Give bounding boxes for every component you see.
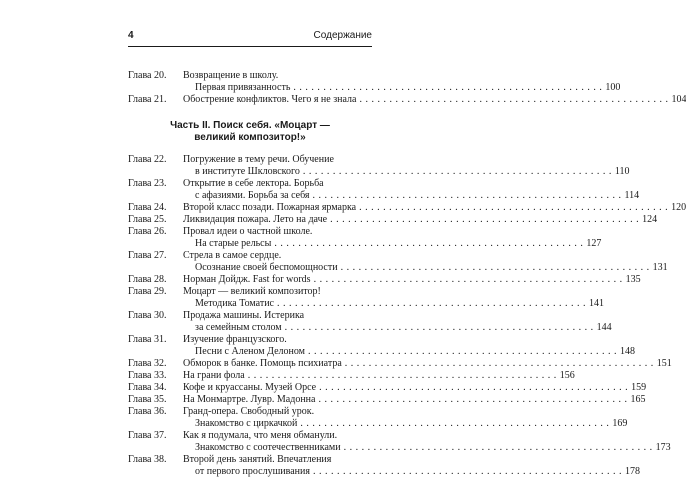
chapter-title-line xyxy=(183,214,657,226)
toc-entry xyxy=(128,274,641,286)
dot-leader xyxy=(303,166,612,178)
chapter-title-line xyxy=(183,322,612,334)
chapter-number: Глава 26. xyxy=(128,226,167,237)
page-ref: 165 xyxy=(630,394,646,405)
chapter-title-text: Моцарт — великий композитор! xyxy=(183,286,321,297)
dot-leader xyxy=(285,322,594,334)
page-ref: 114 xyxy=(624,190,640,201)
dot-leader xyxy=(314,274,623,286)
dot-leader xyxy=(319,382,628,394)
chapter-number: Глава 34. xyxy=(128,382,167,393)
chapter-title-line xyxy=(183,202,686,214)
chapter-number: Глава 38. xyxy=(128,454,167,465)
page-ref: 131 xyxy=(652,262,668,273)
chapter-title-line xyxy=(183,190,639,202)
toc-entry xyxy=(128,70,621,94)
chapter-title-block xyxy=(183,178,639,202)
section-title: Содержание xyxy=(313,30,372,41)
chapter-number: Глава 31. xyxy=(128,334,167,345)
part2-heading-line1: Часть II. Поиск себя. «Моцарт — xyxy=(170,120,330,131)
chapter-title-text: Продажа машины. Истерика xyxy=(183,310,305,321)
dot-leader xyxy=(308,346,617,358)
toc-entry xyxy=(128,406,628,430)
chapter-title-text: в институте Шкловского xyxy=(195,166,300,177)
page-ref: 159 xyxy=(631,382,647,393)
chapter-title-block xyxy=(183,334,635,358)
chapter-title-line xyxy=(183,454,640,466)
chapter-title-text: Осознание своей беспомощности xyxy=(195,262,338,273)
chapter-title-text: Методика Томатис xyxy=(195,298,274,309)
toc-entry xyxy=(128,94,686,106)
page-ref: 144 xyxy=(596,322,612,333)
dot-leader xyxy=(313,190,622,202)
page-ref: 178 xyxy=(624,466,640,477)
page-ref: 169 xyxy=(612,418,628,429)
chapter-number: Глава 23. xyxy=(128,178,167,189)
chapter-title-line xyxy=(183,466,640,478)
chapter-number: Глава 37. xyxy=(128,430,167,441)
chapter-title-text: Норман Дойдж. Fast for words xyxy=(183,274,311,285)
dot-leader xyxy=(330,214,639,226)
chapter-title-line xyxy=(183,94,686,106)
chapter-number: Глава 28. xyxy=(128,274,167,285)
chapter-title-line xyxy=(183,82,620,94)
chapter-title-block xyxy=(183,94,686,106)
chapter-title-text: Второй день занятий. Впечатления xyxy=(183,454,332,465)
dot-leader xyxy=(341,262,650,274)
chapter-title-line xyxy=(183,334,635,346)
toc-entry xyxy=(128,202,686,214)
chapter-title-line xyxy=(183,358,672,370)
chapter-title-line xyxy=(183,310,612,322)
page-header xyxy=(128,30,372,46)
toc-entry xyxy=(128,382,647,394)
chapter-title-block xyxy=(183,202,686,214)
toc-entry xyxy=(128,358,672,370)
toc-entry xyxy=(128,394,646,406)
toc-entry xyxy=(128,454,640,478)
chapter-title-text: На старые рельсы xyxy=(195,238,272,249)
table-of-contents xyxy=(128,70,686,478)
chapter-title-block xyxy=(183,358,672,370)
chapter-title-line xyxy=(183,238,601,250)
chapter-number: Глава 24. xyxy=(128,202,167,213)
toc-entry xyxy=(128,226,602,250)
page-ref: 124 xyxy=(642,214,658,225)
part1-entries xyxy=(128,70,686,106)
page-ref: 127 xyxy=(586,238,602,249)
chapter-title-line xyxy=(183,442,671,454)
dot-leader xyxy=(300,418,609,430)
chapter-title-line xyxy=(183,178,639,190)
chapter-title-text: Стрела в самое сердце. xyxy=(183,250,282,261)
chapter-title-line xyxy=(183,346,635,358)
chapter-title-line xyxy=(183,154,630,166)
chapter-title-text: Знакомство с циркачкой xyxy=(195,418,298,429)
dot-leader xyxy=(274,238,583,250)
part2-heading xyxy=(128,120,372,144)
chapter-number: Глава 27. xyxy=(128,250,167,261)
chapter-title-line xyxy=(183,166,630,178)
chapter-number: Глава 21. xyxy=(128,94,167,105)
chapter-title-text: с афазиями. Борьба за себя xyxy=(195,190,310,201)
chapter-title-text: за семейным столом xyxy=(195,322,282,333)
chapter-title-block xyxy=(183,226,601,250)
chapter-title-text: Изучение французского. xyxy=(183,334,287,345)
chapter-title-text: Обострение конфликтов. Чего я не знала xyxy=(183,94,357,105)
chapter-title-text: Ликвидация пожара. Лето на даче xyxy=(183,214,328,225)
toc-entry xyxy=(128,178,640,202)
chapter-title-line xyxy=(183,406,627,418)
dot-leader xyxy=(277,298,586,310)
page-ref: 100 xyxy=(605,82,621,93)
chapter-number: Глава 29. xyxy=(128,286,167,297)
chapter-number: Глава 33. xyxy=(128,370,167,381)
dot-leader xyxy=(345,358,654,370)
toc-entry xyxy=(128,250,668,274)
page-ref: 173 xyxy=(655,442,671,453)
page-ref: 104 xyxy=(671,94,686,105)
dot-leader xyxy=(248,370,557,382)
toc-entry xyxy=(128,310,612,334)
chapter-title-text: Возвращение в школу. xyxy=(183,70,279,81)
chapter-title-text: Открытие в себе лектора. Борьба xyxy=(183,178,324,189)
chapter-title-line xyxy=(183,418,627,430)
chapter-number: Глава 35. xyxy=(128,394,167,405)
page-ref: 148 xyxy=(620,346,635,357)
chapter-title-block xyxy=(183,286,604,310)
chapter-title-block xyxy=(183,250,668,274)
chapter-number: Глава 36. xyxy=(128,406,167,417)
chapter-title-text: На Монмартре. Лувр. Мадонна xyxy=(183,394,316,405)
page-ref: 141 xyxy=(589,298,604,309)
dot-leader xyxy=(359,202,668,214)
dot-leader xyxy=(293,82,602,94)
page-ref: 120 xyxy=(671,202,686,213)
header-rule xyxy=(128,46,372,47)
chapter-title-block xyxy=(183,310,612,334)
chapter-title-text: Первая привязанность xyxy=(195,82,291,93)
chapter-title-text: Погружение в тему речи. Обучение xyxy=(183,154,334,165)
chapter-title-block xyxy=(183,154,630,178)
dot-leader xyxy=(344,442,653,454)
chapter-title-text: от первого прослушивания xyxy=(195,466,310,477)
chapter-title-text: Обморок в банке. Помощь психиатра xyxy=(183,358,342,369)
part2-heading-line2: великий композитор!» xyxy=(194,132,306,143)
chapter-title-text: Как я подумала, что меня обманули. xyxy=(183,430,338,441)
toc-entry xyxy=(128,214,658,226)
page-ref: 151 xyxy=(656,358,672,369)
chapter-title-text: Провал идеи о частной школе. xyxy=(183,226,313,237)
chapter-number: Глава 22. xyxy=(128,154,167,165)
chapter-title-block xyxy=(183,382,646,394)
page-number: 4 xyxy=(128,30,134,41)
chapter-title-line xyxy=(183,70,620,82)
dot-leader xyxy=(318,394,627,406)
chapter-title-line xyxy=(183,298,604,310)
chapter-title-line xyxy=(183,370,575,382)
page-ref: 110 xyxy=(614,166,630,177)
chapter-number: Глава 30. xyxy=(128,310,167,321)
chapter-title-block xyxy=(183,274,641,286)
chapter-title-text: Знакомство с соотечественниками xyxy=(195,442,341,453)
toc-entry xyxy=(128,334,635,358)
chapter-number: Глава 20. xyxy=(128,70,167,81)
chapter-number: Глава 32. xyxy=(128,358,167,369)
chapter-title-line xyxy=(183,226,601,238)
chapter-title-line xyxy=(183,262,668,274)
chapter-title-block xyxy=(183,406,627,430)
chapter-title-block xyxy=(183,430,671,454)
chapter-title-line xyxy=(183,394,645,406)
chapter-title-text: Второй класс позади. Пожарная ярмарка xyxy=(183,202,357,213)
chapter-title-block xyxy=(183,394,645,406)
page-ref: 135 xyxy=(625,274,641,285)
chapter-title-text: Кофе и круассаны. Музей Орсе xyxy=(183,382,317,393)
toc-entry xyxy=(128,286,604,310)
chapter-title-line xyxy=(183,250,668,262)
chapter-title-line xyxy=(183,274,641,286)
chapter-title-block xyxy=(183,370,575,382)
dot-leader xyxy=(359,94,668,106)
toc-entry xyxy=(128,370,575,382)
chapter-number: Глава 25. xyxy=(128,214,167,225)
toc-entry xyxy=(128,430,671,454)
chapter-title-line xyxy=(183,286,604,298)
chapter-title-text: Гранд-опера. Свободный урок. xyxy=(183,406,315,417)
chapter-title-block xyxy=(183,70,620,94)
page-ref: 156 xyxy=(559,370,575,381)
chapter-title-line xyxy=(183,382,646,394)
chapter-title-text: Песни с Аленом Делоном xyxy=(195,346,305,357)
chapter-title-block xyxy=(183,214,657,226)
toc-entry xyxy=(128,154,630,178)
chapter-title-text: На грани фола xyxy=(183,370,245,381)
dot-leader xyxy=(313,466,622,478)
part2-entries xyxy=(128,154,686,478)
chapter-title-line xyxy=(183,430,671,442)
chapter-title-block xyxy=(183,454,640,478)
